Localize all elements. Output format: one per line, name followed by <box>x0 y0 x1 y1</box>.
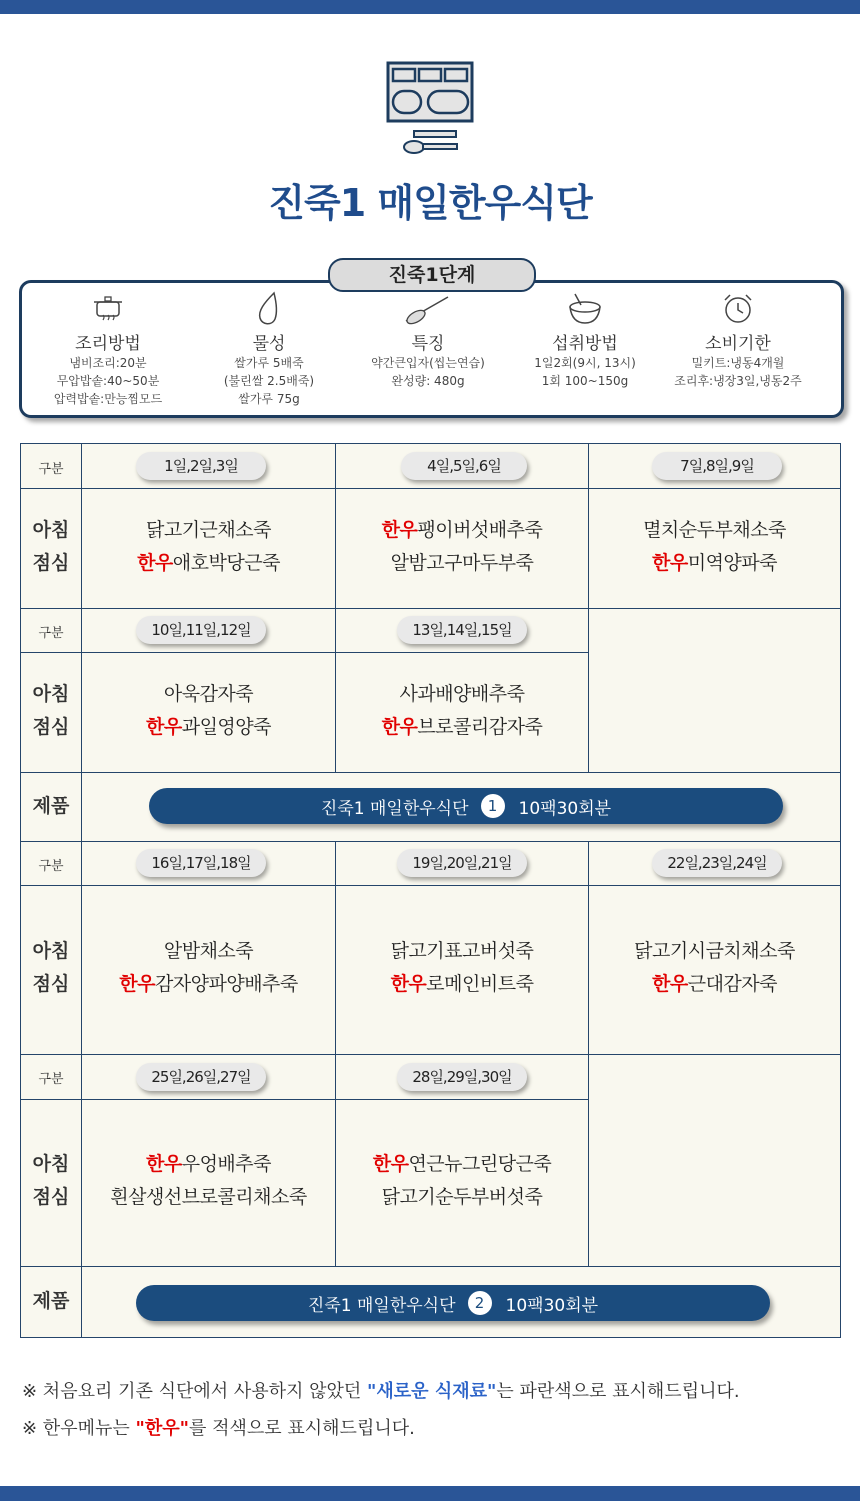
info-detail: 1일2회(9시, 13시) <box>534 356 636 370</box>
info-detail: 약간큰입자(씹는연습) <box>371 356 485 370</box>
menu-text: 미역양파죽 <box>687 552 777 574</box>
top-bar <box>0 0 860 14</box>
product-qty: 10팩30회분 <box>518 798 612 819</box>
product-bar <box>136 1285 770 1321</box>
day-range-pill: 28일,29일,30일 <box>397 1063 527 1091</box>
menu-item: 닭고기시금치채소죽 <box>634 940 795 962</box>
menu-item <box>336 1148 588 1181</box>
info-intake <box>505 291 665 390</box>
stage-label: 진죽1단계 <box>328 258 536 292</box>
label-lunch: 점심 <box>32 552 70 574</box>
bottom-bar <box>0 1486 860 1501</box>
info-detail: 무압밥솥:40~50분 <box>56 374 160 388</box>
product-number: 2 <box>468 1291 492 1315</box>
menu-text: 우엉배추죽 <box>181 1153 271 1175</box>
hanwoo-tag: 한우 <box>372 1153 409 1175</box>
pot-icon <box>90 292 126 326</box>
menu-text: 팽이버섯배추죽 <box>417 519 543 541</box>
menu-cell <box>589 935 840 1001</box>
row-label-gubun: 구분 <box>38 1072 64 1087</box>
schedule-table <box>20 443 841 1338</box>
product-bar <box>149 788 783 824</box>
info-label: 물성 <box>252 334 286 354</box>
menu-text: 애호박당근죽 <box>172 552 280 574</box>
label-breakfast: 아침 <box>32 1153 70 1175</box>
product-name: 진죽1 매일한우식단 <box>320 798 469 819</box>
row-label-gubun: 구분 <box>38 859 64 874</box>
note-text: 를 적색으로 표시해드립니다. <box>189 1418 415 1439</box>
page-title: 진죽1 매일한우식단 <box>268 181 592 225</box>
day-range-pill: 13일,14일,15일 <box>397 616 527 644</box>
product-qty: 10팩30회분 <box>505 1295 599 1316</box>
hanwoo-tag: 한우 <box>381 519 418 541</box>
day-range-pill: 1일,2일,3일 <box>136 452 266 480</box>
label-lunch: 점심 <box>32 973 70 995</box>
info-detail: 1회 100~150g <box>541 374 629 388</box>
menu-item <box>589 968 840 1001</box>
info-detail: 조리후:냉장3일,냉동2주 <box>674 374 802 388</box>
bowl-icon <box>567 291 603 327</box>
row-label-product: 제품 <box>32 1290 70 1312</box>
menu-item <box>82 711 335 744</box>
water-drop-icon <box>254 291 284 327</box>
menu-item: 닭고기순두부버섯죽 <box>381 1186 543 1208</box>
row-label-meals <box>21 1148 81 1214</box>
info-detail: 밀키트:냉동4개월 <box>691 356 785 370</box>
info-feature <box>348 291 508 390</box>
label-breakfast: 아침 <box>32 940 70 962</box>
row-label-product: 제품 <box>32 795 70 817</box>
menu-item: 아욱감자죽 <box>163 683 254 705</box>
menu-item: 흰살생선브로콜리채소죽 <box>110 1186 307 1208</box>
info-label: 소비기한 <box>705 334 771 354</box>
info-detail: 쌀가루 75g <box>238 392 300 406</box>
info-detail: 완성량: 480g <box>391 374 465 388</box>
menu-item <box>82 968 335 1001</box>
row-label-gubun: 구분 <box>38 626 64 641</box>
rice-spoon-icon <box>398 291 458 327</box>
note-text: ※ 처음요리 기존 식단에서 사용하지 않았던 <box>22 1381 368 1402</box>
row-label-meals <box>21 514 81 580</box>
menu-cell <box>82 678 335 744</box>
info-detail: 압력밥솥:만능찜모드 <box>53 392 163 406</box>
info-texture <box>189 291 349 408</box>
hanwoo-tag: 한우 <box>652 552 688 574</box>
hanwoo-tag: 한우 <box>137 552 173 574</box>
note-text: ※ 한우메뉴는 <box>22 1418 136 1439</box>
menu-cell <box>336 1148 588 1214</box>
day-range-pill: 22일,23일,24일 <box>652 849 782 877</box>
info-label: 특징 <box>411 334 445 354</box>
info-cooking <box>28 291 188 408</box>
alarm-clock-icon <box>720 291 756 327</box>
menu-cell <box>336 514 588 580</box>
info-detail: 냄비조리:20분 <box>69 356 147 370</box>
day-range-pill: 10일,11일,12일 <box>136 616 266 644</box>
menu-text: 근대감자죽 <box>687 973 777 995</box>
menu-text: 브로콜리감자죽 <box>417 716 543 738</box>
info-label: 섭취방법 <box>552 334 618 354</box>
row-label-meals <box>21 935 81 1001</box>
menu-cell <box>82 935 335 1001</box>
menu-text: 과일영양죽 <box>181 716 271 738</box>
menu-item: 닭고기표고버섯죽 <box>390 940 534 962</box>
menu-text: 연근뉴그린당근죽 <box>408 1153 552 1175</box>
menu-item: 사과배양배추죽 <box>399 683 525 705</box>
menu-cell <box>82 514 335 580</box>
row-label-meals <box>21 678 81 744</box>
note-new-ingredients <box>22 1377 740 1403</box>
day-range-pill: 4일,5일,6일 <box>401 452 527 480</box>
label-lunch: 점심 <box>32 1186 70 1208</box>
menu-item <box>336 968 588 1001</box>
label-breakfast: 아침 <box>32 519 70 541</box>
hanwoo-tag: 한우 <box>652 973 688 995</box>
day-range-pill: 25일,26일,27일 <box>136 1063 266 1091</box>
hanwoo-tag: 한우 <box>390 973 427 995</box>
day-range-pill: 7일,8일,9일 <box>652 452 782 480</box>
menu-cell <box>589 514 840 580</box>
menu-text: 로메인비트죽 <box>426 973 534 995</box>
day-range-pill: 19일,20일,21일 <box>397 849 527 877</box>
note-highlight-red: "한우" <box>135 1418 190 1439</box>
info-detail: (불린쌀 2.5배죽) <box>223 374 315 388</box>
hanwoo-tag: 한우 <box>381 716 418 738</box>
menu-cell <box>336 678 588 744</box>
label-breakfast: 아침 <box>32 683 70 705</box>
note-text: 는 파란색으로 표시해드립니다. <box>496 1381 740 1402</box>
note-hanwoo <box>22 1414 415 1440</box>
row-label-gubun: 구분 <box>38 462 64 477</box>
note-highlight-blue: "새로운 식재료" <box>367 1381 497 1402</box>
menu-item: 알밤고구마두부죽 <box>390 552 534 574</box>
menu-item <box>589 547 840 580</box>
menu-cell <box>336 935 588 1001</box>
menu-text: 감자양파양배추죽 <box>154 973 298 995</box>
meal-tray-icon <box>386 61 474 155</box>
info-expiry <box>658 291 818 390</box>
day-range-pill: 16일,17일,18일 <box>136 849 266 877</box>
menu-item: 닭고기근채소죽 <box>146 519 271 541</box>
menu-item <box>336 711 588 744</box>
menu-item: 알밤채소죽 <box>163 940 254 962</box>
menu-item <box>82 1148 335 1181</box>
hanwoo-tag: 한우 <box>119 973 155 995</box>
hanwoo-tag: 한우 <box>146 1153 182 1175</box>
menu-item: 멸치순두부채소죽 <box>643 519 786 541</box>
info-label: 조리방법 <box>75 334 141 354</box>
menu-cell <box>82 1148 335 1214</box>
product-name: 진죽1 매일한우식단 <box>307 1295 456 1316</box>
hanwoo-tag: 한우 <box>146 716 182 738</box>
label-lunch: 점심 <box>32 716 70 738</box>
info-box <box>19 280 844 418</box>
product-number: 1 <box>481 794 505 818</box>
menu-item <box>82 547 335 580</box>
menu-item <box>336 514 588 547</box>
info-detail: 쌀가루 5배죽 <box>234 356 304 370</box>
